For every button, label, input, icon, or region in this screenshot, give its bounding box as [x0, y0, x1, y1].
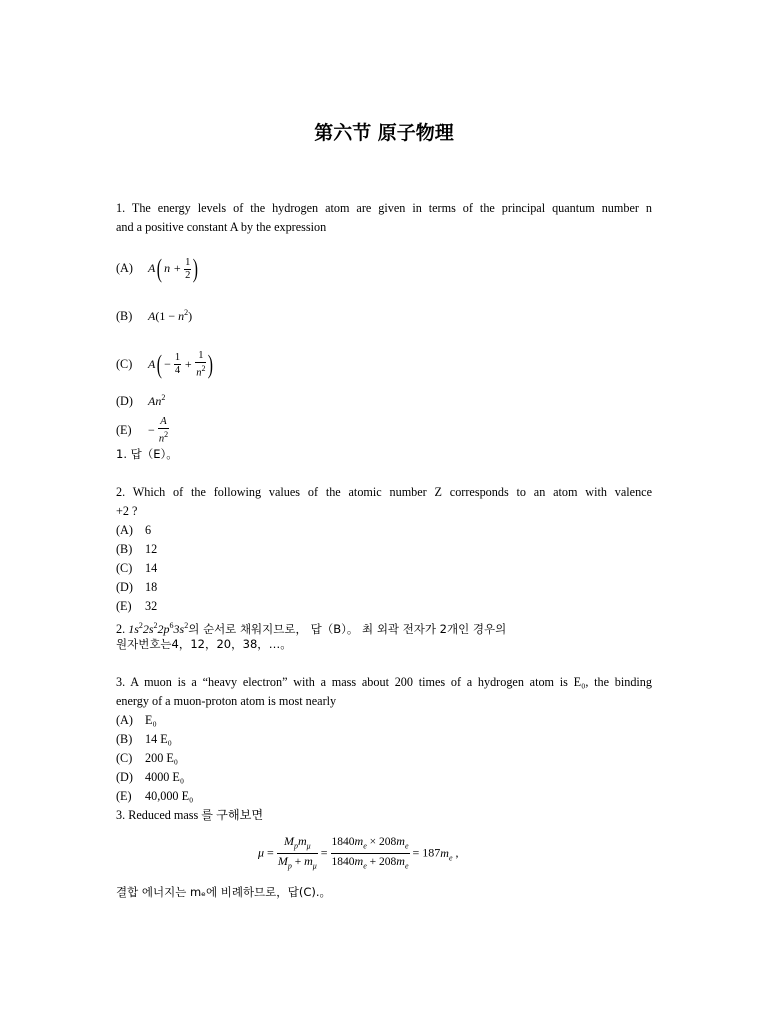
- question-3-line-1: 3. A muon is a “heavy electron” with a mass about 200 times of a hydrogen atom is E₀, the binding: [116, 675, 652, 689]
- formula: $A(1 - n^2)$: [148, 308, 193, 323]
- page-title: 第六节 原子物理: [314, 122, 454, 144]
- question-2-option-c: [116, 559, 157, 578]
- option-value: 40,000 E₀: [145, 789, 194, 803]
- formula: A( n + $\frac{1}{2}$ ): [148, 254, 199, 283]
- question-1-line-2: and a positive constant A by the expression: [116, 220, 327, 234]
- question-2-option-a: [116, 521, 151, 540]
- formula: An$^2$: [148, 393, 166, 408]
- option-label: (C): [116, 751, 133, 765]
- option-label: (B): [116, 309, 133, 323]
- option-value: 32: [145, 599, 158, 613]
- question-3-option-a: [116, 711, 157, 730]
- option-value: 14: [145, 561, 158, 575]
- question-1-option-b: [116, 303, 192, 326]
- question-3-option-b: [116, 730, 172, 749]
- question-1-option-c: [116, 350, 215, 380]
- option-label: (C): [116, 561, 133, 575]
- option-value: 200 E₀: [145, 751, 179, 765]
- question-2-answer-line-2: 원자번호는4，12，20，38，…。: [116, 637, 292, 651]
- question-2-option-b: [116, 540, 157, 559]
- option-label: (C): [116, 356, 133, 371]
- question-2-option-e: [116, 597, 157, 616]
- answer-prefix: 2.: [116, 622, 126, 636]
- electron-configuration: $1s^22s^22p^63s^2$: [128, 621, 189, 636]
- question-1-option-e: [116, 416, 169, 446]
- option-value: 6: [145, 523, 152, 537]
- question-3-answer-line-1: 3. Reduced mass 를 구해보면: [116, 808, 264, 822]
- question-2-option-d: [116, 578, 157, 597]
- question-3-answer-line-2: 결합 에너지는 mₑ에 비례하므로，답(C).。: [116, 885, 332, 899]
- option-label: (A): [116, 523, 133, 537]
- option-value: 18: [145, 580, 158, 594]
- option-label: (D): [116, 770, 133, 784]
- option-label: (B): [116, 542, 133, 556]
- option-label: (A): [116, 260, 133, 275]
- question-2-line-2: +2 ?: [116, 504, 138, 518]
- option-label: (E): [116, 599, 132, 613]
- option-label: (E): [116, 422, 132, 437]
- option-label: (B): [116, 732, 133, 746]
- reduced-mass-equation: μ = $\frac{M_pm_\mu}{M_p + m_\mu}$ = $\frac{1840m_e \times 208m_e}{1840m_e + 208m_e}$ = $187m_e$ ,: [258, 834, 459, 871]
- question-3-line-2: energy of a muon-proton atom is most nearly: [116, 694, 337, 708]
- option-value: 14 E₀: [145, 732, 172, 746]
- question-1-answer: 1. 답（E）。: [116, 447, 178, 461]
- option-value: 4000 E₀: [145, 770, 185, 784]
- question-1-line-1: 1. The energy levels of the hydrogen atom are given in terms of the principal quantum number n: [116, 201, 652, 215]
- option-label: (D): [116, 394, 133, 408]
- option-label: (D): [116, 580, 133, 594]
- option-label: (E): [116, 789, 132, 803]
- question-2-line-1: 2. Which of the following values of the atomic number Z corresponds to an atom with valence: [116, 485, 652, 499]
- question-1-option-d: [116, 388, 165, 411]
- answer-text: 의 순서로 채워지므로， 답（B）。 최 외곽 전자가 2개인 경우의: [188, 622, 507, 636]
- question-3-option-e: [116, 787, 193, 806]
- question-1-option-a: [116, 256, 200, 282]
- option-value: 12: [145, 542, 158, 556]
- option-label: (A): [116, 713, 133, 727]
- option-value: E₀: [145, 713, 157, 727]
- formula: A( − $\frac{1}{4}$ + $\frac{1}{n^2}$ ): [148, 349, 214, 379]
- question-3-option-d: [116, 768, 184, 787]
- formula: − $\frac{A}{n^2}$: [148, 416, 169, 445]
- question-3-option-c: [116, 749, 178, 768]
